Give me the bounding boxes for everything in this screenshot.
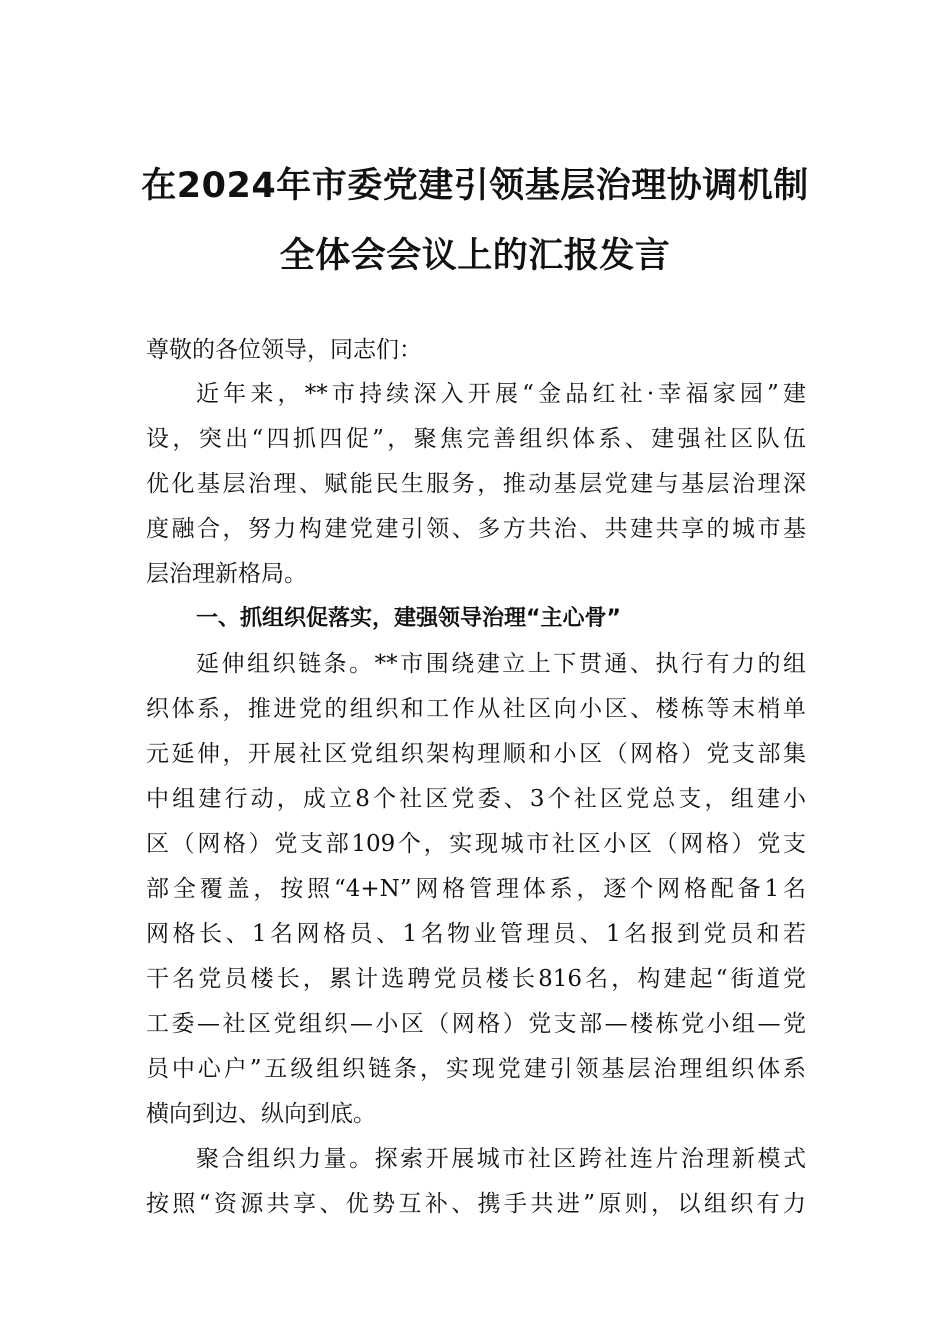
para1-line-3: 元延伸，开展社区党组织架构理顺和小区（网格）党支部集 <box>146 741 806 767</box>
para1-line-11: 横向到边、纵向到底。 <box>146 1101 376 1127</box>
para2-line-2: 按照“资源共享、优势互补、携手共进”原则，以组织有力 <box>146 1191 806 1217</box>
intro-line-1: 近年来，**市持续深入开展“金品红社·幸福家园”建 <box>196 381 806 407</box>
para1-line-8: 干名党员楼长，累计选聘党员楼长816名，构建起“街道党 <box>146 966 806 992</box>
para1-line-1: 延伸组织链条。**市围绕建立上下贯通、执行有力的组 <box>196 651 806 677</box>
para1-line-10: 员中心户”五级组织链条，实现党建引领基层治理组织体系 <box>146 1056 806 1082</box>
para1-line-2: 织体系，推进党的组织和工作从社区向小区、楼栋等末梢单 <box>146 696 806 722</box>
para1-line-7: 网格长、1名网格员、1名物业管理员、1名报到党员和若 <box>146 921 806 947</box>
salutation: 尊敬的各位领导，同志们： <box>146 337 422 363</box>
para2-line-1: 聚合组织力量。探索开展城市社区跨社连片治理新模式 <box>196 1146 806 1172</box>
para1-line-9: 工委—社区党组织—小区（网格）党支部—楼栋党小组—党 <box>146 1011 806 1037</box>
para1-line-6: 部全覆盖，按照“4+N”网格管理体系，逐个网格配备1名 <box>146 876 806 902</box>
para1-line-4: 中组建行动，成立8个社区党委、3个社区党总支，组建小 <box>146 786 806 812</box>
para1-line-5: 区（网格）党支部109个，实现城市社区小区（网格）党支 <box>146 831 806 857</box>
intro-line-5: 层治理新格局。 <box>146 561 307 587</box>
document-title-line-2: 全体会会议上的汇报发言 <box>279 236 671 276</box>
intro-line-4: 度融合，努力构建党建引领、多方共治、共建共享的城市基 <box>146 516 806 542</box>
intro-line-3: 优化基层治理、赋能民生服务，推动基层党建与基层治理深 <box>146 471 806 497</box>
intro-line-2: 设，突出“四抓四促”，聚焦完善组织体系、建强社区队伍 <box>146 426 806 452</box>
document-title-line-1: 在2024年市委党建引领基层治理协调机制 <box>141 166 809 206</box>
section-1-heading: 一、抓组织促落实，建强领导治理“主心骨” <box>196 606 621 631</box>
